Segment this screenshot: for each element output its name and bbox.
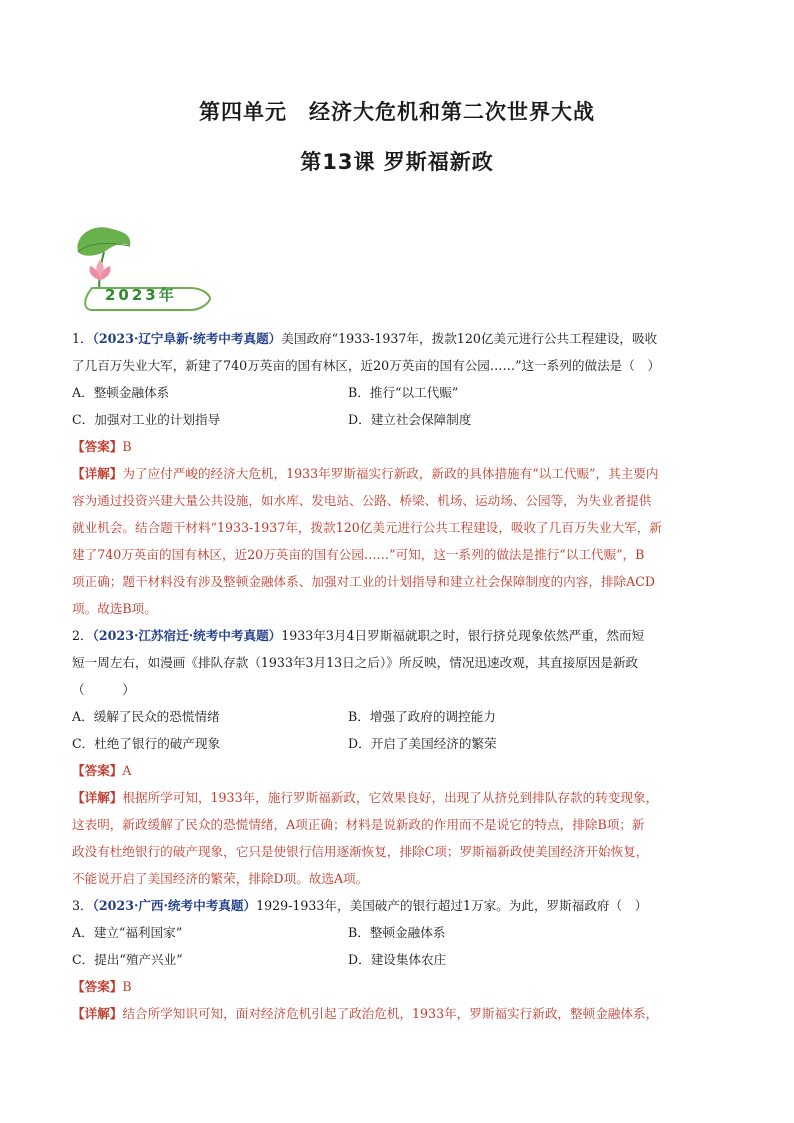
answer-tag: 【答案】 [72,439,123,454]
detail-tag: 【详解】 [72,790,123,805]
option-c[interactable]: C．提出“殖产兴业” [72,952,183,967]
answer-tag: 【答案】 [72,979,123,994]
option-b[interactable]: B．整顿金融体系 [348,925,446,940]
stem-line: 美国政府“1933-1937年，拨款120亿美元进行公共工程建设，吸收 [281,331,658,346]
detail-line: 项。故选B项。 [72,601,157,616]
question-source: （2023·江苏宿迁·统考中考真题） [92,628,282,643]
answer-value: A [122,763,132,778]
stem-line: （ ） [72,682,135,697]
option-b[interactable]: B．增强了政府的调控能力 [348,709,496,724]
stem-line: 1929-1933年，美国破产的银行超过1万家。为此，罗斯福政府（ ） [256,898,648,913]
detail-tag: 【详解】 [72,466,123,481]
option-d[interactable]: D．建立社会保障制度 [348,412,472,427]
detail-line: 【详解】根据所学可知，1933年，施行罗斯福新政，它效果良好，出现了从挤兑到排队存款的转变现象， [72,790,659,805]
option-c[interactable]: C．加强对工业的计划指导 [72,412,221,427]
detail-tag: 【详解】 [72,1006,123,1021]
question-2 [72,622,724,892]
option-a[interactable]: A．建立“福利国家” [72,925,183,940]
answer-line [72,757,724,784]
question-source: （2023·辽宁阜新·统考中考真题） [92,331,282,346]
detail-line: 容为通过投资兴建大量公共设施，如水库、发电站、公路、桥梁、机场、运动场、公园等，为失业者提供 [72,493,652,508]
question-number: 3． [72,898,93,913]
question-3 [72,892,724,1027]
detail-line: 不能说开启了美国经济的繁荣，排除D项。故选A项。 [72,871,369,886]
detail-line: 就业机会。结合题干材料“1933-1937年，拨款120亿美元进行公共工程建设，吸收了几百万失业大军，新 [72,520,662,535]
answer-value: B [122,979,132,994]
option-c[interactable]: C．杜绝了银行的破产现象 [72,736,221,751]
answer-value: B [122,439,132,454]
unit-title: 第四单元 经济大危机和第二次世界大战 [199,100,595,124]
detail-line: 建了740万英亩的国有林区，近20万英亩的国有公园……”可知，这一系列的做法是推行“以工代赈”，B [72,547,645,562]
options-row [72,730,724,757]
options-row [72,946,724,973]
question-stem [72,325,724,352]
question-source: （2023·广西·统考中考真题） [92,898,257,913]
answer-line [72,433,724,460]
year-label: 2023年 [105,286,177,304]
question-stem [72,622,724,649]
detail-line: 【详解】为了应付严峻的经济大危机，1933年罗斯福实行新政，新政的具体措施有“以工代赈”，其主要内 [72,466,659,481]
option-d[interactable]: D．建设集体农庄 [348,952,447,967]
detail-line: 这表明，新政缓解了民众的恐慌情绪，A项正确；材料是说新政的作用而不是说它的特点，排除B项；新 [72,817,645,832]
stem-line: 1933年3月4日罗斯福就职之时，银行挤兑现象依然严重，然而短 [281,628,645,643]
option-a[interactable]: A．缓解了民众的恐慌情绪 [72,709,220,724]
question-stem [72,892,724,919]
detail-line: 【详解】结合所学知识可知，面对经济危机引起了政治危机，1933年，罗斯福实行新政，整顿金融体系， [72,1006,659,1021]
lesson-title: 第13课 罗斯福新政 [300,150,494,174]
option-a[interactable]: A．整顿金融体系 [72,385,170,400]
options-row [72,379,724,406]
stem-line: 短一周左右，如漫画《排队存款（1933年3月13日之后）》所反映，情况迅速改观，其直接原因是新政 [72,655,639,670]
stem-line: 了几百万失业大军，新建了740万英亩的国有林区，近20万英亩的国有公园……”这一系列的做法是（ ） [72,358,661,373]
answer-tag: 【答案】 [72,763,123,778]
detail-line: 政没有杜绝银行的破产现象，它只是使银行信用逐渐恢复，排除C项；罗斯福新政使美国经济开始恢复， [72,844,649,859]
question-number: 2． [72,628,93,643]
options-row [72,919,724,946]
detail-line: 项正确；题干材料没有涉及整顿金融体系、加强对工业的计划指导和建立社会保障制度的内容，排除ACD [72,574,655,589]
question-1 [72,325,724,622]
option-d[interactable]: D．开启了美国经济的繁荣 [348,736,497,751]
lotus-flower-icon [89,260,110,280]
question-list [72,325,724,1027]
option-b[interactable]: B．推行“以工代赈” [348,385,459,400]
answer-line [72,973,724,1000]
question-number: 1． [72,331,93,346]
options-row [72,703,724,730]
options-row [72,406,724,433]
